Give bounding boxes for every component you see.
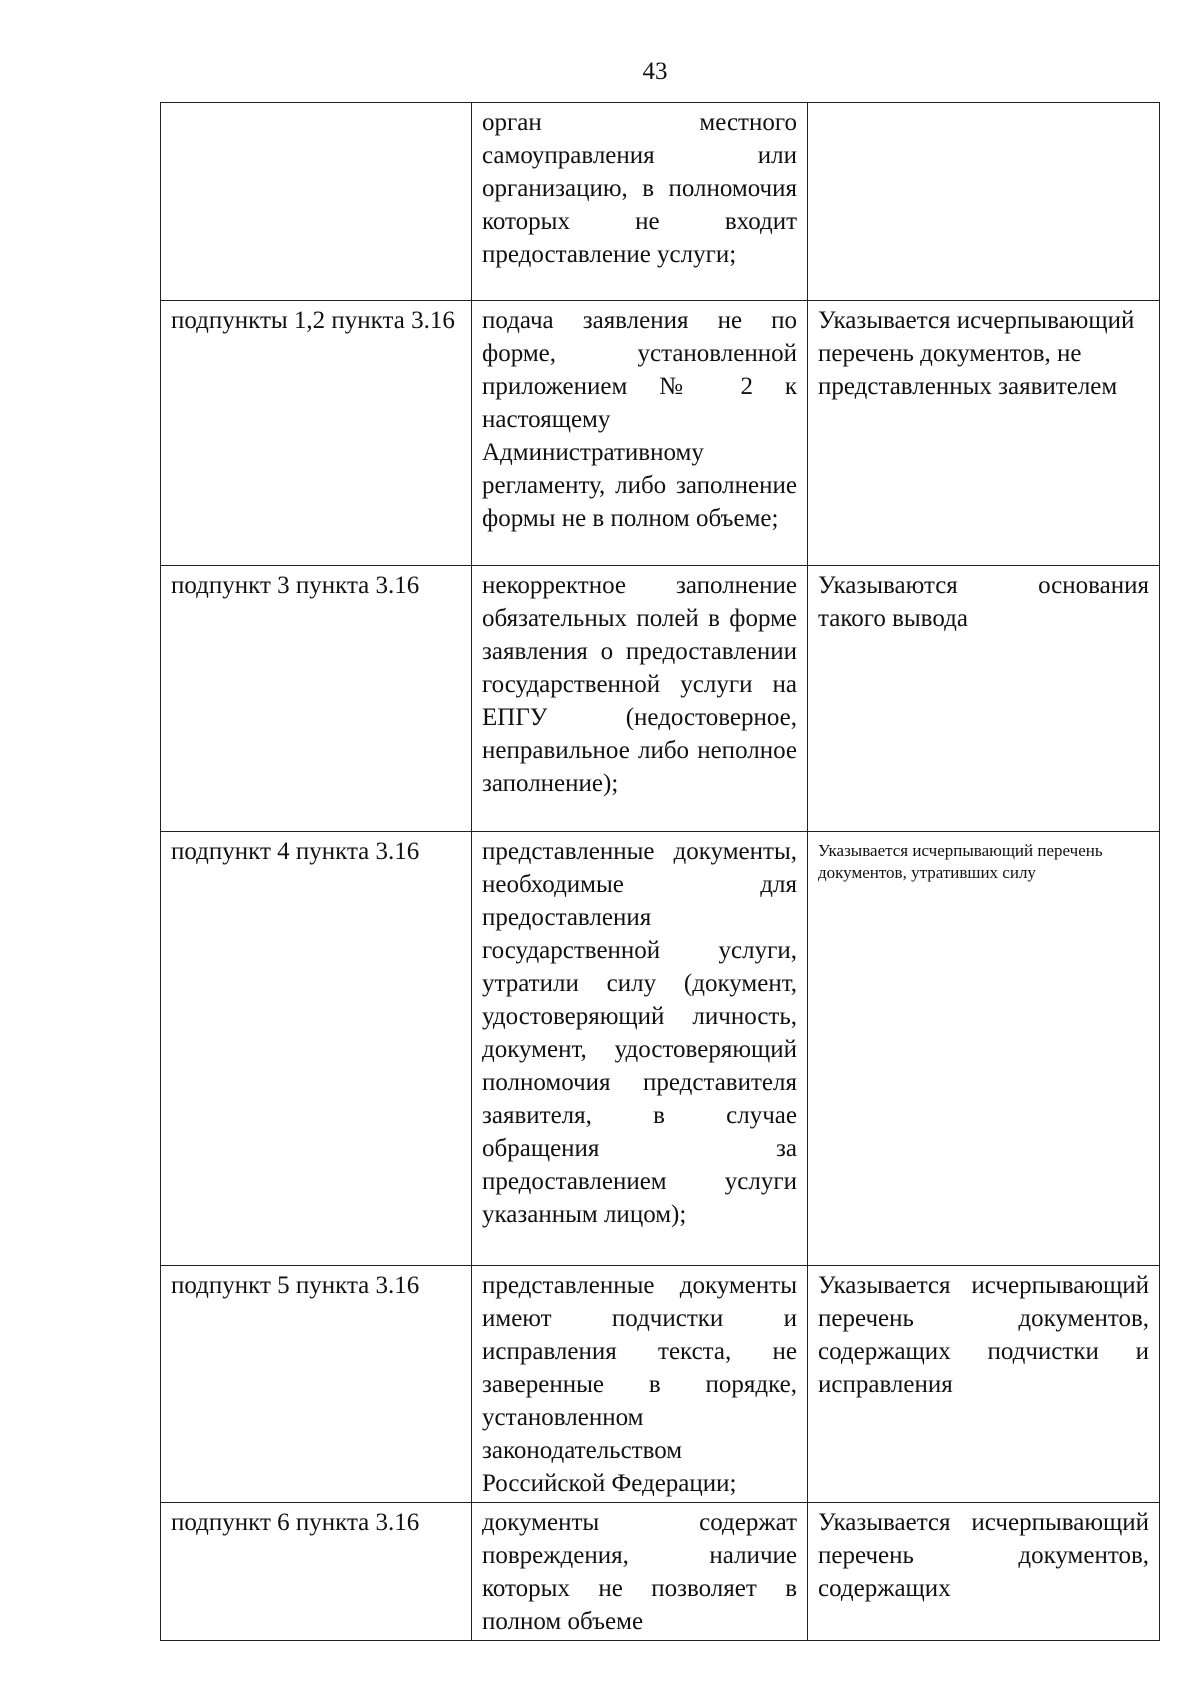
explanation-cell: Указывается исчерпывающий перечень документов, утративших силу	[808, 832, 1160, 1266]
explanation-cell: Указывается исчерпывающий перечень документов, не представленных заявителем	[808, 301, 1160, 566]
basis-cell: подпункты 1,2 пункта 3.16	[161, 301, 472, 566]
basis-cell	[161, 103, 472, 301]
explanation-cell	[808, 103, 1160, 301]
basis-cell: подпункт 6 пункта 3.16	[161, 1503, 472, 1641]
table-row	[161, 566, 1160, 832]
table-row	[161, 1266, 1160, 1503]
table-row	[161, 301, 1160, 566]
reason-cell: представленные документы имеют подчистки и исправления текста, не заверенные в порядке, установленном законодательством Российской Федерации;	[472, 1266, 808, 1503]
table-row	[161, 1503, 1160, 1641]
table-row	[161, 103, 1160, 301]
basis-cell: подпункт 5 пункта 3.16	[161, 1266, 472, 1503]
reason-cell: орган местного самоуправления или организацию, в полномочия которых не входит предоставление услуги;	[472, 103, 808, 301]
reason-cell: некорректное заполнение обязательных полей в форме заявления о предоставлении государственной услуги на ЕПГУ (недостоверное, неправильное либо неполное заполнение);	[472, 566, 808, 832]
explanation-cell: Указывается исчерпывающий перечень документов, содержащих подчистки и исправления	[808, 1266, 1160, 1503]
reason-cell: подача заявления не по форме, установленной приложением № 2 к настоящему Административному регламенту, либо заполнение формы не в полном объеме;	[472, 301, 808, 566]
grounds-table	[160, 102, 1160, 1641]
table-row	[161, 832, 1160, 1266]
reason-cell: представленные документы, необходимые для предоставления государственной услуги, утратили силу (документ, удостоверяющий личность, документ, удостоверяющий полномочия представителя заявителя, в случае обращения за предоставлением услуги указанным лицом);	[472, 832, 808, 1266]
basis-cell: подпункт 3 пункта 3.16	[161, 566, 472, 832]
explanation-cell: Указывается исчерпывающий перечень документов, содержащих	[808, 1503, 1160, 1641]
basis-cell: подпункт 4 пункта 3.16	[161, 832, 472, 1266]
page-number: 43	[642, 58, 668, 85]
explanation-cell: Указываются основания такого вывода	[808, 566, 1160, 832]
reason-cell: документы содержат повреждения, наличие которых не позволяет в полном объеме	[472, 1503, 808, 1641]
